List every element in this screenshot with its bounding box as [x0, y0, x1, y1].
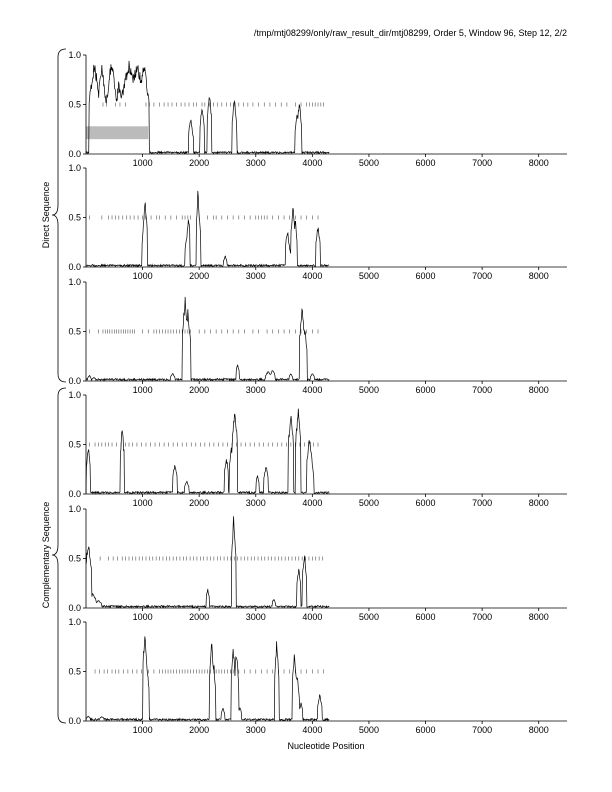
x-tick-label: 5000	[358, 725, 379, 735]
x-tick-label: 2000	[189, 498, 210, 508]
complementary-group-brace	[52, 388, 66, 723]
y-tick-label: 0.5	[68, 99, 81, 110]
y-tick-label: 1.0	[68, 163, 81, 173]
y-tick-label: 0.5	[68, 553, 81, 564]
x-tick-label: 8000	[528, 612, 549, 622]
x-tick-label: 3000	[245, 158, 266, 168]
x-tick-label: 6000	[415, 612, 436, 622]
y-tick-label: 0.5	[68, 212, 81, 223]
y-tick-label: 1.0	[68, 504, 81, 514]
x-tick-label: 3000	[245, 385, 266, 395]
x-tick-label: 2000	[189, 385, 210, 395]
x-tick-label: 2000	[189, 725, 210, 735]
direct-group-label: Direct Sequence	[41, 181, 51, 249]
x-tick-label: 6000	[415, 498, 436, 508]
x-tick-label: 5000	[358, 498, 379, 508]
y-tick-label: 1.0	[68, 390, 81, 400]
panel-complementary-frame-2	[68, 504, 567, 622]
x-tick-label: 8000	[528, 725, 549, 735]
panel-complementary-frame-1	[68, 390, 567, 508]
x-tick-label: 8000	[528, 271, 549, 281]
x-tick-label: 6000	[415, 385, 436, 395]
y-tick-label: 0.0	[68, 489, 81, 499]
x-tick-label: 7000	[472, 158, 493, 168]
shaded-region	[86, 126, 148, 139]
coding-potential-line	[86, 297, 329, 381]
panel-direct-frame-2	[68, 163, 567, 281]
x-tick-label: 7000	[472, 385, 493, 395]
y-tick-label: 0.0	[68, 149, 81, 159]
x-tick-label: 1000	[132, 158, 153, 168]
y-tick-label: 0.0	[68, 376, 81, 386]
x-tick-label: 7000	[472, 612, 493, 622]
x-tick-label: 3000	[245, 498, 266, 508]
x-tick-label: 5000	[358, 612, 379, 622]
x-tick-label: 4000	[302, 498, 323, 508]
y-tick-label: 1.0	[68, 50, 81, 60]
x-tick-label: 4000	[302, 385, 323, 395]
y-tick-label: 1.0	[68, 277, 81, 287]
panel-direct-frame-3	[68, 277, 567, 395]
x-tick-label: 2000	[189, 612, 210, 622]
x-tick-label: 6000	[415, 271, 436, 281]
coding-potential-line	[86, 61, 329, 154]
x-tick-label: 8000	[528, 385, 549, 395]
x-tick-label: 5000	[358, 271, 379, 281]
coding-potential-line	[86, 516, 329, 607]
panel-complementary-frame-3	[68, 617, 567, 735]
x-tick-label: 5000	[358, 385, 379, 395]
x-tick-label: 8000	[528, 158, 549, 168]
x-tick-label: 1000	[132, 498, 153, 508]
x-tick-label: 2000	[189, 158, 210, 168]
x-tick-label: 1000	[132, 271, 153, 281]
x-tick-label: 4000	[302, 725, 323, 735]
x-tick-label: 3000	[245, 725, 266, 735]
x-tick-label: 3000	[245, 612, 266, 622]
panel-direct-frame-1	[68, 50, 567, 168]
coding-potential-line	[86, 409, 329, 494]
x-tick-label: 7000	[472, 271, 493, 281]
coding-potential-line	[86, 636, 329, 720]
x-tick-label: 5000	[358, 158, 379, 168]
y-tick-label: 0.5	[68, 666, 81, 677]
y-tick-label: 1.0	[68, 617, 81, 627]
x-tick-label: 1000	[132, 725, 153, 735]
direct-group-brace	[52, 49, 66, 382]
panels	[68, 50, 567, 735]
x-tick-label: 1000	[132, 385, 153, 395]
y-tick-label: 0.0	[68, 603, 81, 613]
y-tick-label: 0.5	[68, 439, 81, 450]
x-tick-label: 4000	[302, 612, 323, 622]
x-tick-label: 1000	[132, 612, 153, 622]
coding-potential-line	[86, 191, 329, 267]
x-tick-label: 8000	[528, 498, 549, 508]
x-tick-label: 2000	[189, 271, 210, 281]
complementary-group-label: Complementary Sequence	[41, 501, 51, 609]
x-tick-label: 4000	[302, 158, 323, 168]
y-tick-label: 0.0	[68, 716, 81, 726]
x-tick-label: 7000	[472, 498, 493, 508]
x-tick-label: 6000	[415, 158, 436, 168]
figure-title: /tmp/mtj08299/only/raw_result_dir/mtj08299, Order 5, Window 96, Step 12, 2/2	[253, 28, 567, 38]
y-tick-label: 0.5	[68, 326, 81, 337]
x-axis-label: Nucleotide Position	[287, 741, 365, 751]
x-tick-label: 4000	[302, 271, 323, 281]
x-tick-label: 6000	[415, 725, 436, 735]
y-tick-label: 0.0	[68, 262, 81, 272]
x-tick-label: 7000	[472, 725, 493, 735]
x-tick-label: 3000	[245, 271, 266, 281]
